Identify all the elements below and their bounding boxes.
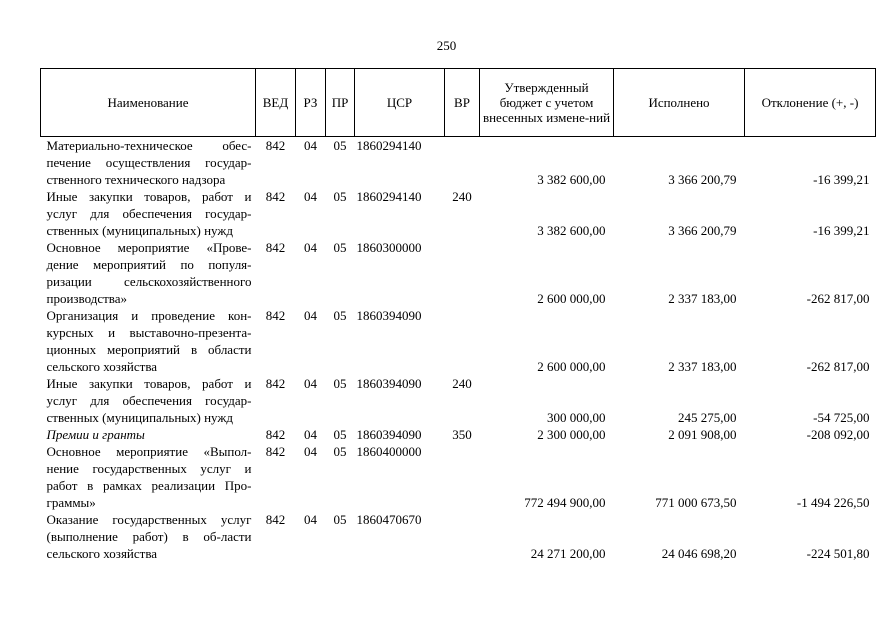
row-deviation: -16 399,21 — [813, 223, 870, 238]
row-csr: 1860294140 — [356, 138, 422, 153]
row-pr: 05 — [333, 444, 347, 459]
row-name-text: Иные закупки товаров, работ и услуг для обеспечения государ-ственных (муниципальных) нужд — [46, 189, 252, 238]
row-budget: 2 300 000,00 — [537, 427, 606, 442]
row-deviation: -16 399,21 — [813, 172, 870, 187]
row-pr: 05 — [333, 138, 347, 153]
row-name-text: Премии и гранты — [46, 427, 145, 442]
row-csr: 1860294140 — [356, 189, 422, 204]
header-executed: Исполнено — [614, 69, 745, 137]
header-name: Наименование — [41, 69, 256, 137]
row-name — [41, 375, 256, 426]
row-executed: 3 366 200,79 — [668, 172, 737, 187]
row-name-text: Организация и проведение кон-курсных и выставочно-презента-ционных мероприятий в области сельского хозяйства — [46, 308, 252, 374]
row-name — [41, 307, 256, 375]
row-name — [41, 137, 256, 189]
row-deviation: -54 725,00 — [813, 410, 870, 425]
row-rz: 04 — [304, 138, 317, 153]
table-row — [41, 188, 876, 239]
row-name — [41, 426, 256, 443]
row-budget: 24 271 200,00 — [530, 546, 606, 561]
row-ved: 842 — [265, 376, 286, 391]
header-budget: Утвержденный бюджет с учетом внесенных измене-ний — [480, 69, 614, 137]
row-budget: 3 382 600,00 — [537, 223, 606, 238]
budget-table — [40, 68, 876, 562]
row-rz: 04 — [304, 427, 317, 442]
row-budget: 772 494 900,00 — [524, 495, 606, 510]
row-name-text: Основное мероприятие «Прове-дение мероприятий по популя-ризации сельскохозяйственного производства» — [46, 240, 252, 306]
row-deviation: -208 092,00 — [806, 427, 870, 442]
row-csr: 1860300000 — [356, 240, 422, 255]
row-executed: 3 366 200,79 — [668, 223, 737, 238]
row-pr: 05 — [333, 512, 347, 527]
row-executed: 24 046 698,20 — [661, 546, 737, 561]
header-csr: ЦСР — [355, 69, 445, 137]
row-vr — [445, 443, 480, 511]
row-csr: 1860394090 — [356, 376, 422, 391]
row-deviation: -262 817,00 — [806, 291, 870, 306]
row-rz: 04 — [304, 444, 317, 459]
page-number: 250 — [436, 38, 457, 53]
row-executed: 2 091 908,00 — [668, 427, 737, 442]
row-name — [41, 443, 256, 511]
row-ved: 842 — [265, 444, 286, 459]
table-header-row — [41, 69, 876, 137]
row-rz: 04 — [304, 512, 317, 527]
row-rz: 04 — [304, 308, 317, 323]
row-csr: 1860394090 — [356, 427, 422, 442]
row-name — [41, 188, 256, 239]
header-pr: ПР — [326, 69, 355, 137]
row-vr: 350 — [452, 427, 472, 442]
row-executed: 771 000 673,50 — [655, 495, 737, 510]
row-deviation: -224 501,80 — [806, 546, 870, 561]
row-budget: 2 600 000,00 — [537, 291, 606, 306]
row-executed: 2 337 183,00 — [668, 291, 737, 306]
table-row — [41, 443, 876, 511]
row-pr: 05 — [333, 308, 347, 323]
row-ved: 842 — [265, 512, 286, 527]
row-ved: 842 — [265, 189, 286, 204]
header-deviation: Отклонение (+, -) — [745, 69, 876, 137]
row-name-text: Основное мероприятие «Выпол-нение государственных услуг и работ в рамках реализации Про-граммы» — [46, 444, 252, 510]
header-rz: РЗ — [296, 69, 326, 137]
table-row — [41, 375, 876, 426]
row-vr: 240 — [452, 376, 472, 391]
row-name — [41, 511, 256, 562]
row-deviation: -262 817,00 — [806, 359, 870, 374]
row-ved: 842 — [265, 138, 286, 153]
row-ved: 842 — [265, 308, 286, 323]
row-ved: 842 — [265, 240, 286, 255]
row-ved: 842 — [265, 427, 286, 442]
row-budget: 300 000,00 — [547, 410, 606, 425]
table-row — [41, 307, 876, 375]
row-budget: 2 600 000,00 — [537, 359, 606, 374]
row-pr: 05 — [333, 427, 347, 442]
header-ved: ВЕД — [256, 69, 296, 137]
row-rz: 04 — [304, 376, 317, 391]
row-deviation: -1 494 226,50 — [796, 495, 870, 510]
row-pr: 05 — [333, 240, 347, 255]
row-vr — [445, 511, 480, 562]
row-csr: 1860394090 — [356, 308, 422, 323]
header-vr: ВР — [445, 69, 480, 137]
row-pr: 05 — [333, 376, 347, 391]
row-vr — [445, 137, 480, 189]
row-rz: 04 — [304, 189, 317, 204]
row-name-text: Материально-техническое обес-печение осуществления государ-ственного технического надзора — [46, 138, 252, 187]
table-row — [41, 239, 876, 307]
row-vr — [445, 239, 480, 307]
row-budget: 3 382 600,00 — [537, 172, 606, 187]
row-executed: 2 337 183,00 — [668, 359, 737, 374]
row-name-text: Иные закупки товаров, работ и услуг для обеспечения государ-ственных (муниципальных) нужд — [46, 376, 252, 425]
row-pr: 05 — [333, 189, 347, 204]
row-name — [41, 239, 256, 307]
table-row — [41, 426, 876, 443]
table-row — [41, 137, 876, 189]
row-csr: 1860400000 — [356, 444, 422, 459]
row-csr: 1860470670 — [356, 512, 422, 527]
row-executed: 245 275,00 — [678, 410, 737, 425]
row-rz: 04 — [304, 240, 317, 255]
table-row — [41, 511, 876, 562]
row-name-text: Оказание государственных услуг (выполнение работ) в об-ласти сельского хозяйства — [46, 512, 252, 561]
row-vr — [445, 307, 480, 375]
row-vr: 240 — [452, 189, 472, 204]
